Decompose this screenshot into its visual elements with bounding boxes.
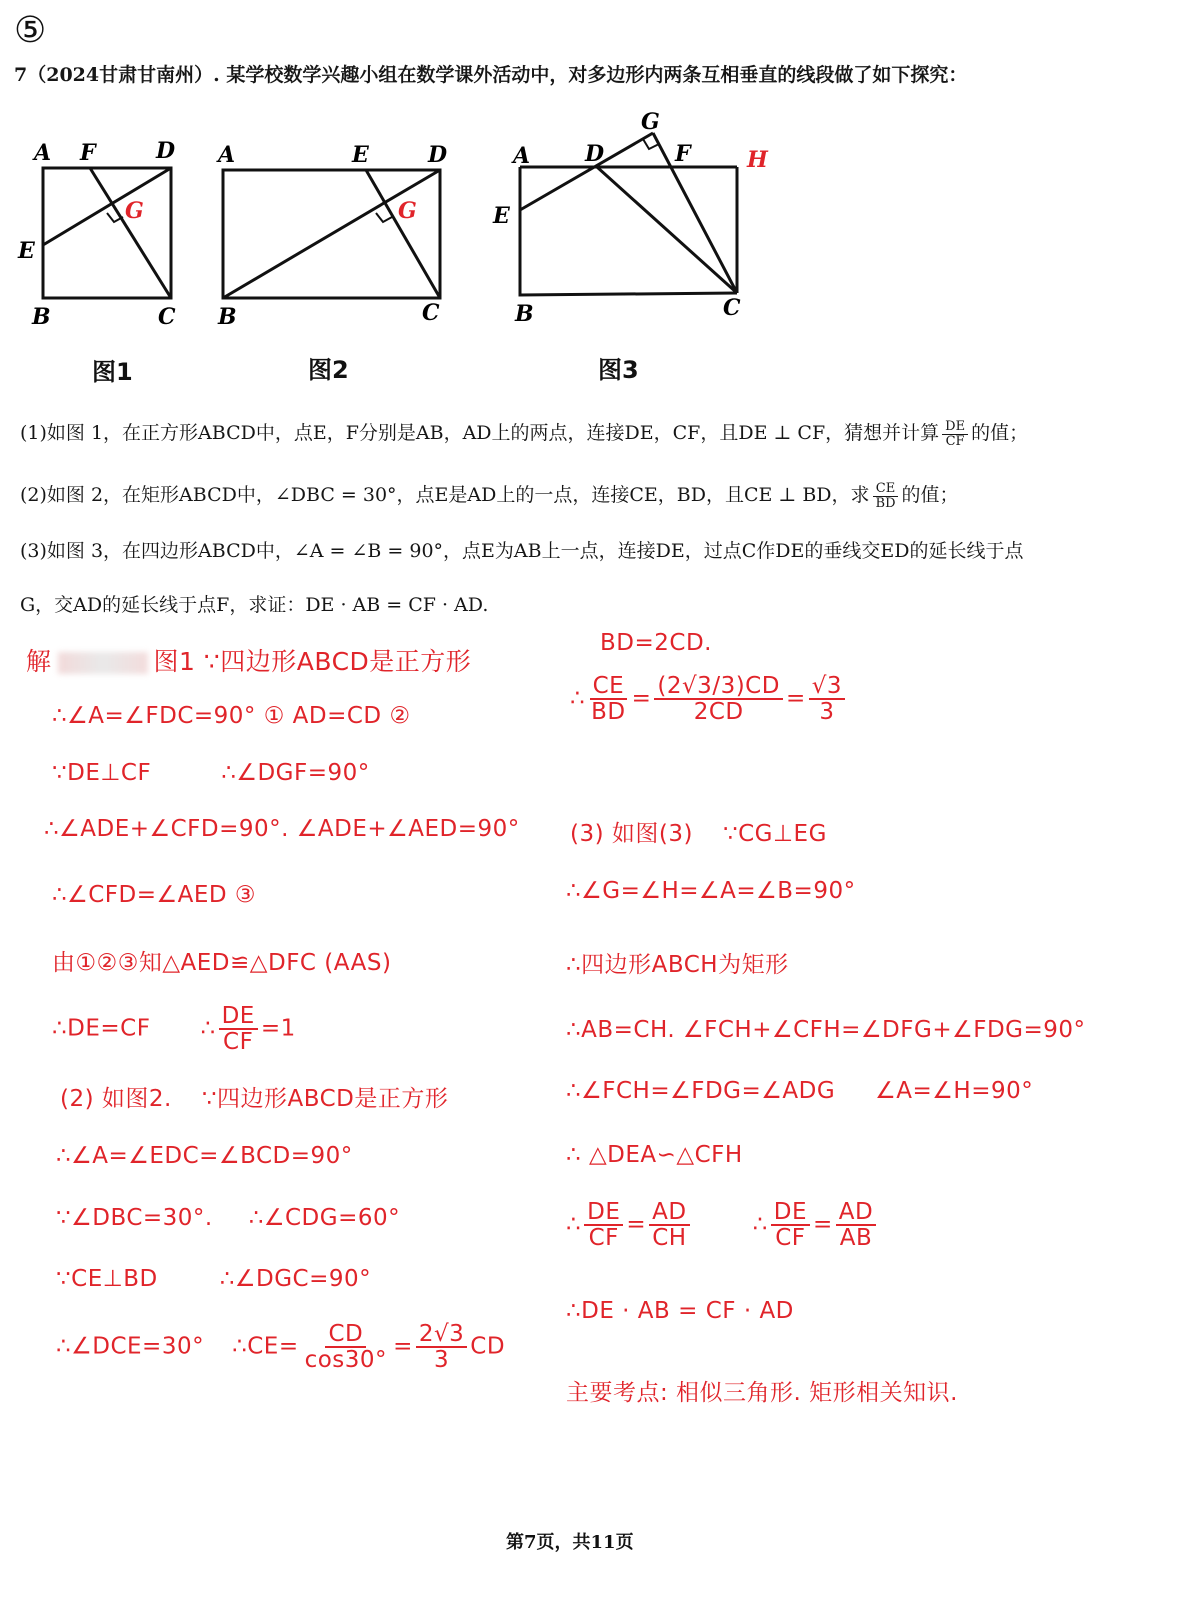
figure-1 [10,110,200,340]
solution-l3 [52,760,370,786]
fig2-label-g: G [398,198,417,224]
part-2-frac-den: BD [875,495,896,511]
solution-l8-b: ∵四边形ABCD是正方形 [201,1086,449,1112]
fig1-label-e: E [18,238,35,264]
part-1-fraction [942,420,968,448]
fig3-label-d: D [585,141,605,167]
solution-l5: ∴∠CFD=∠AED ③ [52,882,257,908]
fig3-label-g: G [641,109,660,135]
fig3-label-c: C [723,295,741,321]
solution-r2-den2: 2CD [693,699,744,726]
fig3-label-a: A [513,143,531,169]
part-3-line-2: G，交AD的延长线于点F，求证：DE · AB = CF · AD. [20,594,489,616]
part-3-line-1: (3)如图 3，在四边形ABCD中，∠A = ∠B = 90°，点E为AB上一点，连接DE，过点C作DE的垂线交ED的延长线于点 [20,540,1024,562]
fig2-label-c: C [422,300,440,326]
fig3-label-h: H [747,147,768,173]
problem-intro: . 某学校数学兴趣小组在数学课外活动中，对多边形内两条互相垂直的线段做了如下探究： [213,64,968,86]
fig1-label-f: F [80,140,96,166]
solution-r9-num: DE [584,1200,623,1226]
solution-r8: ∴ △DEA∽△CFH [566,1142,743,1168]
solution-l8 [60,1080,448,1113]
solution-l12-den: cos30° [304,1347,388,1374]
solution-l8-a: (2) 如图2. [60,1086,172,1112]
fig1-label-c: C [158,304,176,330]
blurred-name [58,652,148,674]
solution-r1: BD=2CD. [600,630,712,656]
solution-l12-a: ∴∠DCE=30° [56,1333,205,1360]
part-1 [20,418,1028,448]
solution-r4: ∴∠G=∠H=∠A=∠B=90° [566,878,856,904]
solution-l3-a: ∵DE⊥CF [52,760,152,786]
solution-l7-fraction [219,1004,258,1054]
solution-r3-b: ∵CG⊥EG [722,821,827,847]
fig1-label-a: A [34,140,52,166]
solution-r2-num: CE [590,674,628,700]
fig2-label-a: A [218,142,236,168]
solution-l12 [56,1322,505,1372]
solution-r9-b: = [626,1211,647,1238]
solution-l7-c: =1 [260,1015,296,1042]
solution-r9-num2: AD [649,1200,689,1226]
solution-r9-num3: DE [771,1200,810,1226]
solution-r2-fraction-2 [654,674,783,724]
solution-r2-b: = [631,685,652,712]
solution-r9-fraction-4 [836,1200,876,1250]
solution-r3-a: (3) 如图(3) [570,821,693,847]
solution-r5: ∴四边形ABCH为矩形 [566,952,789,978]
solution-r9-d: = [813,1211,833,1238]
solution-r9-c: ∴ [752,1211,768,1238]
solution-r2-den: BD [591,699,626,726]
solution-r9-num4: AD [836,1200,876,1226]
solution-l7 [52,1004,296,1054]
solution-l11-b: ∴∠DGC=90° [219,1266,372,1292]
solution-r9-den4: AB [839,1225,873,1252]
solution-l7-a: ∴DE=CF [52,1015,151,1042]
fig2-label-d: D [428,142,448,168]
solution-r2-den3: 3 [819,699,835,726]
solution-r2-fraction-3 [809,674,845,724]
part-2-fraction [873,482,899,510]
circled-number: ⑤ [14,10,47,51]
solution-r9-fraction-3 [771,1200,810,1250]
solution-r3 [570,815,827,848]
part-1-end: 的值； [971,422,1029,444]
fig2-label-b: B [218,304,237,330]
solution-l6: 由①②③知△AED≌△DFC (AAS) [52,950,392,976]
fig3-label-e: E [493,203,510,229]
solution-r9-fraction [584,1200,623,1250]
solution-l10-a: ∵∠DBC=30°. [56,1205,213,1231]
solution-r2 [570,674,848,724]
solution-l7-den: CF [223,1029,254,1056]
figure-3 [485,105,785,330]
fig1-label-b: B [32,304,51,330]
part-2-text: (2)如图 2，在矩形ABCD中，∠DBC = 30°，点E是AD上的一点，连接CE，BD，且CE ⊥ BD，求 [20,484,870,506]
solution-l4: ∴∠ADE+∠CFD=90°. ∠ADE+∠AED=90° [44,816,520,842]
solution-r10: ∴DE · AB = CF · AD [566,1298,794,1324]
fig2-caption: 图2 [308,356,349,384]
solution-r7 [566,1078,1033,1104]
solution-r2-num2: (2√3/3)CD [654,674,783,700]
problem-number: 7（2024甘肃甘南州） [14,64,214,86]
solution-r9 [566,1200,879,1250]
solution-r2-a: ∴ [570,685,586,712]
solution-l12-fraction [302,1322,390,1372]
solution-r2-c: = [785,685,806,712]
solution-r9-den: CF [588,1225,619,1252]
solution-l12-num2: 2√3 [416,1322,467,1348]
part-1-frac-den: CF [945,433,965,449]
solution-heading: 解 [26,647,52,676]
solution-l12-c: = [393,1333,413,1360]
solution-l1-text: 图1 ∵四边形ABCD是正方形 [153,647,472,676]
solution-l11 [56,1266,371,1292]
solution-r2-fraction [588,674,629,724]
solution-l11-a: ∵CE⊥BD [56,1266,158,1292]
solution-l7-num: DE [219,1004,258,1030]
solution-l12-num: CD [325,1322,366,1348]
solution-l1 [26,642,471,678]
solution-l7-b: ∴ [200,1015,216,1042]
solution-r11: 主要考点: 相似三角形. 矩形相关知识. [566,1380,958,1406]
fig2-label-e: E [352,142,369,168]
solution-r6: ∴AB=CH. ∠FCH+∠CFH=∠DFG+∠FDG=90° [566,1017,1086,1043]
part-2-end: 的值； [901,484,959,506]
solution-l12-fraction-2 [416,1322,467,1372]
fig1-caption: 图1 [92,358,133,386]
page-footer: 第7页，共11页 [506,1532,634,1553]
solution-r9-den2: CH [652,1225,687,1252]
part-2-frac-num: CE [873,482,898,497]
solution-r7-b: ∠A=∠H=90° [875,1078,1034,1104]
solution-l12-den2: 3 [433,1347,450,1374]
solution-r9-den3: CF [775,1225,806,1252]
part-2 [20,480,959,510]
solution-r9-a: ∴ [566,1211,582,1238]
solution-l12-d: CD [470,1333,506,1360]
solution-r9-fraction-2 [649,1200,689,1250]
solution-l2: ∴∠A=∠FDC=90° ① AD=CD ② [52,703,411,729]
part-1-frac-num: DE [942,420,968,435]
figure-2 [200,110,470,340]
fig1-label-d: D [156,138,176,164]
solution-l10 [56,1205,400,1231]
solution-r7-a: ∴∠FCH=∠FDG=∠ADG [566,1078,836,1104]
part-1-text: (1)如图 1，在正方形ABCD中，点E，F分别是AB，AD上的两点，连接DE，CF，且DE ⊥ CF，猜想并计算 [20,422,940,444]
solution-l3-b: ∴∠DGF=90° [221,760,370,786]
fig3-label-f: F [675,141,691,167]
problem-heading [14,60,967,87]
fig1-label-g: G [125,198,144,224]
fig3-caption: 图3 [598,356,639,384]
solution-r2-num3: √3 [809,674,845,700]
solution-l9: ∴∠A=∠EDC=∠BCD=90° [56,1143,353,1169]
solution-l10-b: ∴∠CDG=60° [248,1205,401,1231]
solution-l12-b: ∴CE= [232,1333,299,1360]
fig3-label-b: B [515,301,534,327]
